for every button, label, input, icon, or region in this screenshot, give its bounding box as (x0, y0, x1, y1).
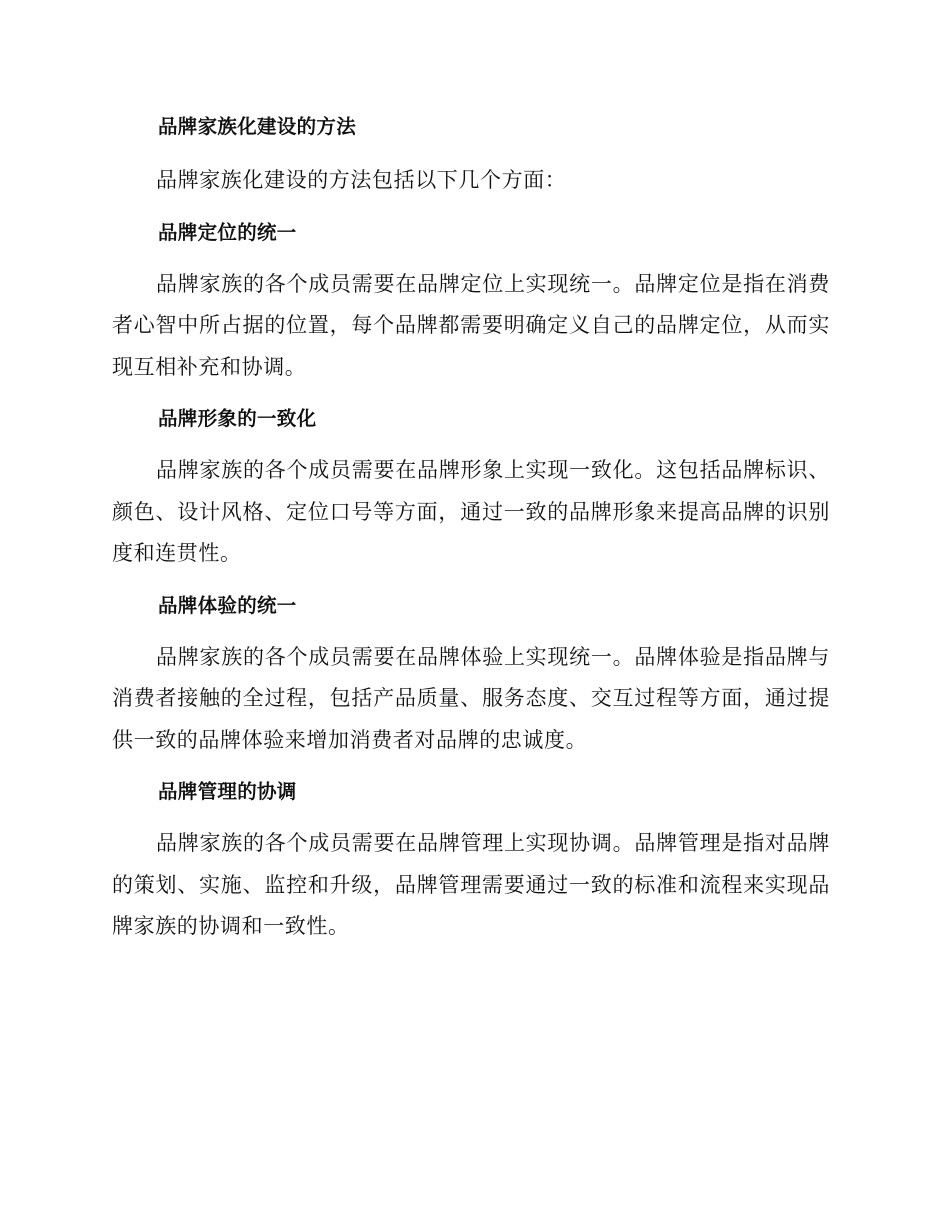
section-body-positioning: 品牌家族的各个成员需要在品牌定位上实现统一。品牌定位是指在消费者心智中所占据的位置，每个品牌都需要明确定义自己的品牌定位，从而实现互相补充和协调。 (112, 271, 830, 379)
section-body-image: 品牌家族的各个成员需要在品牌形象上实现一致化。这包括品牌标识、颜色、设计风格、定位口号等方面，通过一致的品牌形象来提高品牌的识别度和连贯性。 (112, 458, 830, 565)
document-title: 品牌家族化建设的方法 (158, 115, 357, 138)
section-body-management: 品牌家族的各个成员需要在品牌管理上实现协调。品牌管理是指对品牌的策划、实施、监控和升级，品牌管理需要通过一致的标准和流程来实现品牌家族的协调和一致性。 (112, 831, 830, 938)
section-heading-positioning: 品牌定位的统一 (158, 220, 297, 244)
intro-paragraph: 品牌家族化建设的方法包括以下几个方面： (156, 168, 567, 192)
section-heading-image: 品牌形象的一致化 (158, 407, 317, 430)
section-heading-management: 品牌管理的协调 (158, 780, 297, 803)
section-heading-experience: 品牌体验的统一 (158, 593, 297, 617)
document-page (112, 108, 830, 948)
section-body-experience: 品牌家族的各个成员需要在品牌体验上实现统一。品牌体验是指品牌与消费者接触的全过程，包括产品质量、服务态度、交互过程等方面，通过提供一致的品牌体验来增加消费者对品牌的忠诚度。 (112, 644, 830, 752)
